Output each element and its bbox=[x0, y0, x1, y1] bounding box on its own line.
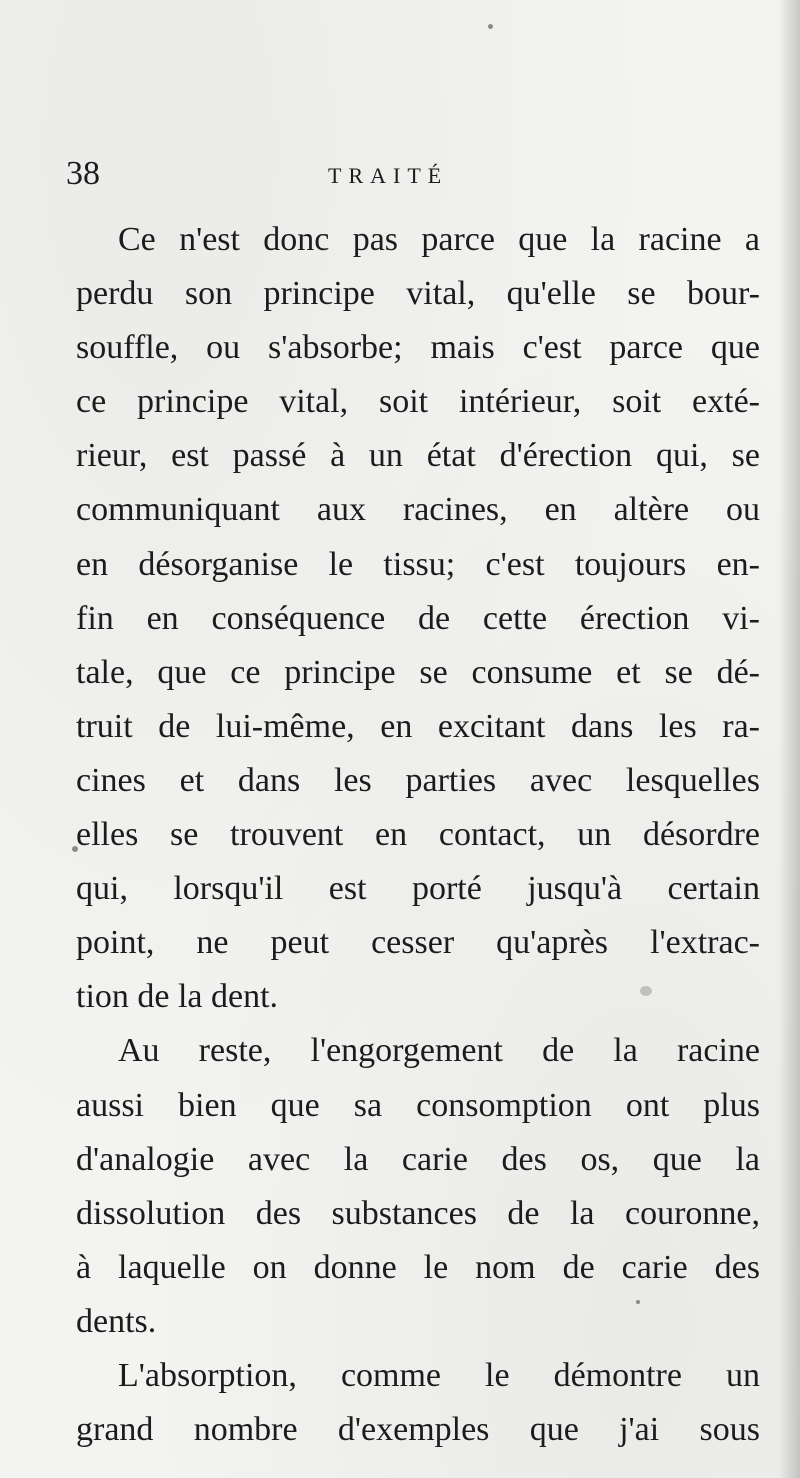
running-head: TRAITÉ bbox=[328, 163, 449, 188]
page-edge-shadow bbox=[778, 0, 800, 1478]
text-line: perdu son principe vital, qu'elle se bour- bbox=[76, 275, 760, 313]
text-line: communiquant aux racines, en altère ou bbox=[76, 491, 760, 529]
page-header bbox=[66, 152, 760, 196]
paragraph-3 bbox=[76, 1349, 760, 1457]
text-line: truit de lui-même, en excitant dans les ra- bbox=[76, 707, 760, 745]
text-line: point, ne peut cesser qu'après l'extrac- bbox=[76, 924, 760, 962]
text-line: rieur, est passé à un état d'érection qui, se bbox=[76, 437, 760, 475]
text-line: dissolution des substances de la couronne, bbox=[76, 1194, 760, 1232]
text-line: tion de la dent. bbox=[76, 978, 279, 1016]
text-line: souffle, ou s'absorbe; mais c'est parce que bbox=[76, 329, 760, 367]
text-line: fin en conséquence de cette érection vi- bbox=[76, 599, 760, 637]
text-line: qui, lorsqu'il est porté jusqu'à certain bbox=[76, 870, 760, 908]
text-line: aussi bien que sa consomption ont plus bbox=[76, 1086, 760, 1124]
text-line: dents. bbox=[76, 1302, 157, 1340]
text-line: Au reste, l'engorgement de la racine bbox=[118, 1032, 760, 1070]
ink-speck bbox=[488, 24, 493, 29]
text-line: elles se trouvent en contact, un désordre bbox=[76, 816, 760, 854]
paragraph-1 bbox=[76, 213, 760, 1024]
page-number: 38 bbox=[66, 155, 100, 192]
paragraph-2 bbox=[76, 1024, 760, 1349]
text-line: L'absorption, comme le démontre un bbox=[118, 1356, 760, 1394]
text-line: ce principe vital, soit intérieur, soit exté- bbox=[76, 383, 760, 421]
text-line: d'analogie avec la carie des os, que la bbox=[76, 1140, 760, 1178]
text-line: tale, que ce principe se consume et se dé- bbox=[76, 653, 760, 691]
text-line: à laquelle on donne le nom de carie des bbox=[76, 1248, 760, 1286]
text-line: Ce n'est donc pas parce que la racine a bbox=[118, 221, 760, 258]
text-line: cines et dans les parties avec lesquelles bbox=[76, 761, 760, 799]
text-line: grand nombre d'exemples que j'ai sous bbox=[76, 1411, 760, 1449]
text-line: en désorganise le tissu; c'est toujours en- bbox=[76, 545, 760, 583]
body-text bbox=[76, 213, 760, 1457]
